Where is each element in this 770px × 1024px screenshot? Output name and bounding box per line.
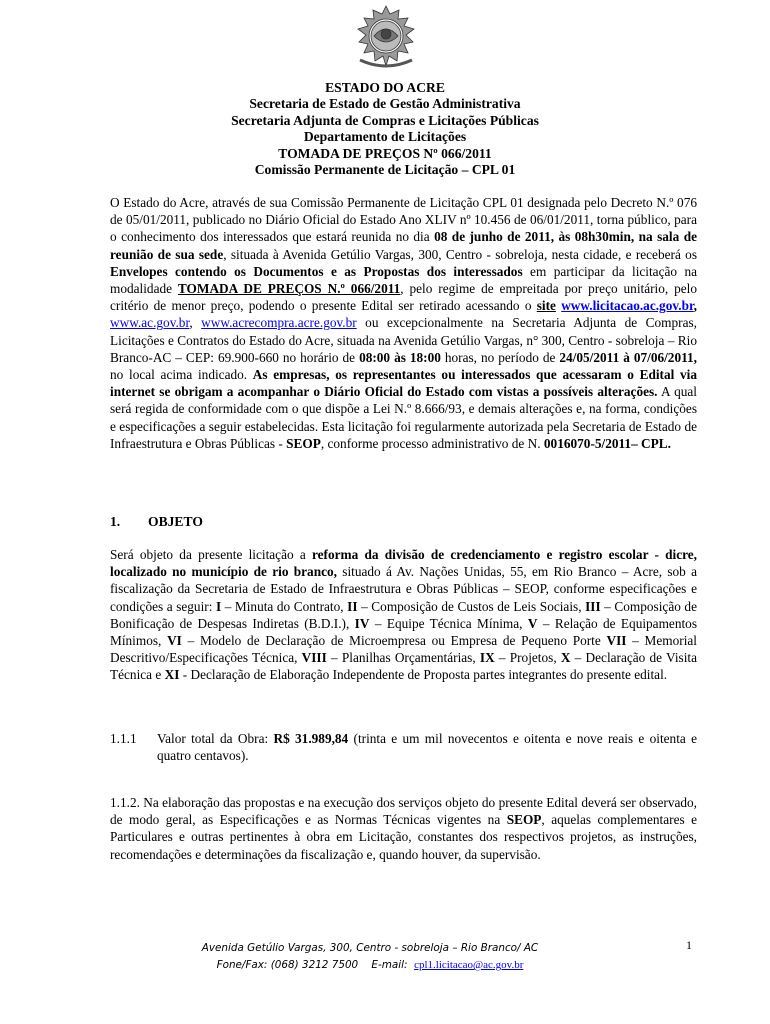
section-heading-objeto: 1. OBJETO xyxy=(110,514,203,529)
item-1-1-2-paragraph: 1.1.2. Na elaboração das propostas e na execução dos serviços objeto do presente Edital deverá ser observado, de modo geral, as Especificações e as Normas Técnicas vigentes na SEOP, aquelas complementares e Particulares e outras pertinentes à obra em Licitação, constantes dos respectivos projetos, as instruções, recomendações e determinações da fiscalização e, quando houver, da supervisão. xyxy=(110,795,697,862)
footer-email-label: E-mail: xyxy=(371,959,408,971)
footer-phone: Fone/Fax: (068) 3212 7500 xyxy=(216,959,359,971)
intro-paragraph: O Estado do Acre, através de sua Comissão Permanente de Licitação CPL 01 designada pelo Decreto N.º 076 de 05/01/2011, publicado no Diário Oficial do Estado Ano XLIV nº 10.456 de 06/01/2011, torna público, para o conhecimento dos interessados que estará reunida no dia 08 de junho de 2011, às 08h30min, na sala de reunião de sua sede, situada à Avenida Getúlio Vargas, 300, Centro - sobreloja, nesta cidade, e receberá os Envelopes contendo os Documentos e as Propostas dos interessados em participar da licitação na modalidade TOMADA DE PREÇOS N.º 066/2011, pelo regime de empreitada por preço unitário, pelo critério de menor preço, podendo o presente Edital ser retirado acessando o site www.licitacao.ac.gov.br, www.ac.gov.br, www.acrecompra.acre.gov.br ou excepcionalmente na Secretaria Adjunta de Compras, Licitações e Contratos do Estado do Acre, situada na Avenida Getúlio Vargas, n° 300, Centro - sobreloja – Rio Branco-AC – CEP: 69.900-660 no horário de 08:00 às 18:00 horas, no período de 24/05/2011 à 07/06/2011, no local acima indicado. As empresas, os representantes ou interessados que acessaram o Edital via internet se obrigam a acompanhar o Diário Oficial do Estado com vistas a possíveis alterações. A qual será regida de conformidade com o que dispõe a Lei N.º 8.666/93, e demais alterações e, na forma, condições e especificações a seguir estabelecidas. Esta licitação foi regularmente autorizada pela Secretaria de Estado de Infraestrutura e Obras Públicas - SEOP, conforme processo administrativo de N. 0016070-5/2011– CPL. xyxy=(110,195,697,451)
state-title: ESTADO DO ACRE xyxy=(325,80,445,95)
state-coat-of-arms-seal xyxy=(350,4,422,72)
footer-address: Avenida Getúlio Vargas, 300, Centro - sobreloja – Rio Branco/ AC xyxy=(201,942,539,954)
item-1-1-1-total-value: 1.1.1 Valor total da Obra: R$ 31.989,84 (trinta e um mil novecentos e oitenta e nove reais e oitenta e quatro centavos). xyxy=(110,731,697,764)
link-acrecompra[interactable]: www.acrecompra.acre.gov.br xyxy=(201,315,357,331)
page-footer xyxy=(100,940,640,974)
secretariat-line: Secretaria de Estado de Gestão Administrativa xyxy=(249,96,521,112)
objeto-paragraph: Será objeto da presente licitação a reforma da divisão de credenciamento e registro escolar - dicre, localizado no município de rio branco, situado á Av. Nações Unidas, 55, em Rio Branco – Acre, sob a fiscalização da Secretaria de Estado de Infraestrutura e Obras Públicas – SEOP, conforme especificações e condições a seguir: I – Minuta do Contrato, II – Composição de Custos de Leis Sociais, III – Composição de Bonificação de Despesas Indiretas (B.D.I.), IV – Equipe Técnica Mínima, V – Relação de Equipamentos Mínimos, VI – Modelo de Declaração de Microempresa ou Empresa de Pequeno Porte VII – Memorial Descritivo/Especificações Técnica, VIII – Planilhas Orçamentárias, IX – Projetos, X – Declaração de Visita Técnica e XI - Declaração de Elaboração Independente de Proposta partes integrantes do presente edital. xyxy=(110,547,698,683)
link-licitacao[interactable]: www.licitacao.ac.gov.br xyxy=(561,298,694,314)
tender-title: TOMADA DE PREÇOS Nº 066/2011 xyxy=(278,145,492,161)
page-number: 1 xyxy=(686,938,692,952)
adjunct-secretariat-line: Secretaria Adjunta de Compras e Licitações Públicas xyxy=(231,112,539,128)
document-header xyxy=(100,80,670,178)
commission-line: Comissão Permanente de Licitação – CPL 01 xyxy=(254,162,516,178)
link-ac-gov[interactable]: www.ac.gov.br xyxy=(110,315,190,331)
footer-email-link[interactable]: cpl1.licitacao@ac.gov.br xyxy=(414,959,524,971)
department-line: Departamento de Licitações xyxy=(303,129,467,145)
